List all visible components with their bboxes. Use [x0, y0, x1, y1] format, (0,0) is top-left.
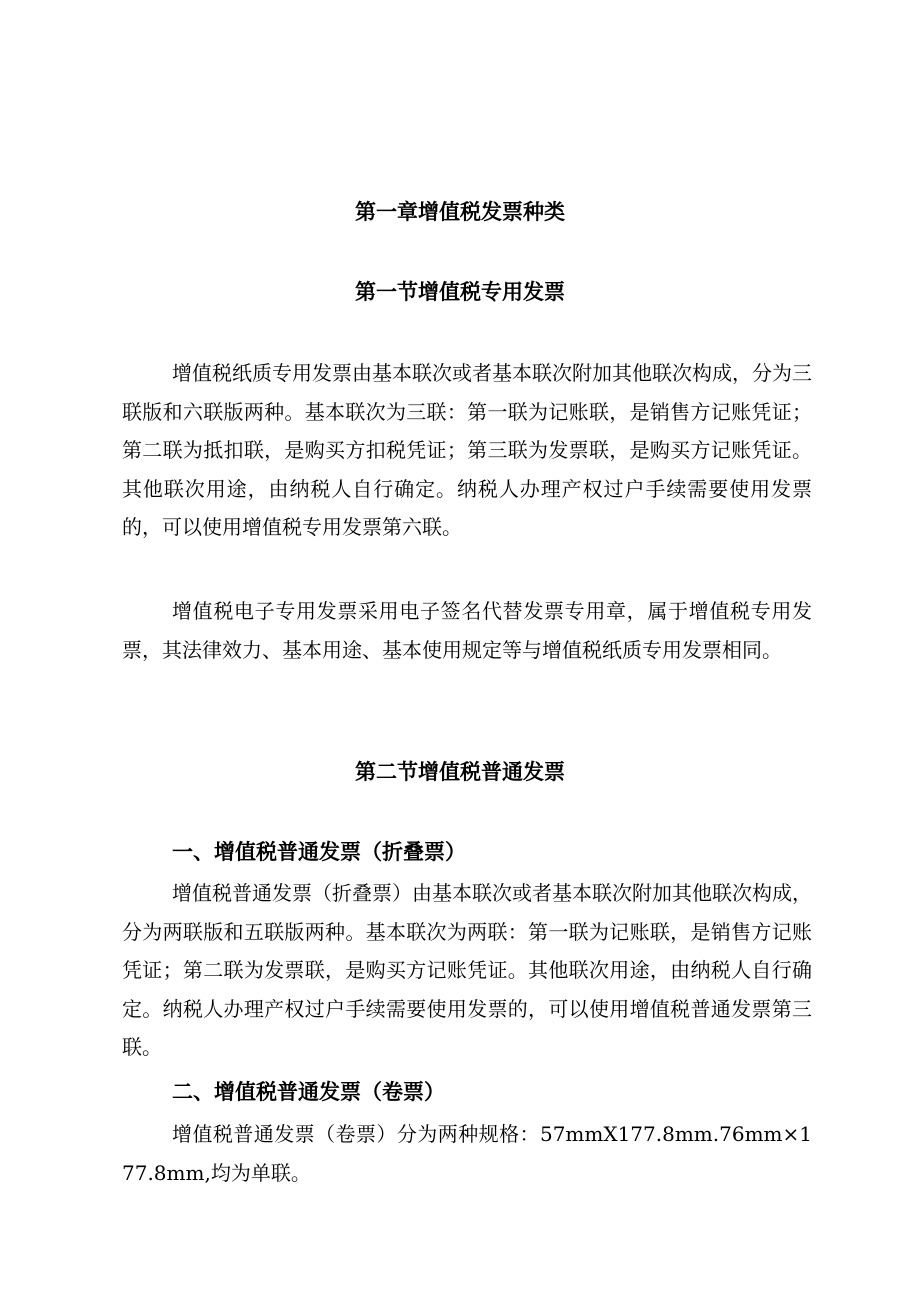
subsection-heading: 一、增值税普通发票（折叠票）: [172, 840, 466, 864]
chapter-title: 第一章增值税发票种类: [355, 200, 565, 224]
paragraph: 增值税纸质专用发票由基本联次或者基本联次附加其他联次构成，分为三联版和六联版两种。基本联次为三联：第一联为记账联，是销售方记账凭证；第二联为抵扣联，是购买方扣税凭证；第三联为发票联，是购买方记账凭证。其他联次用途，由纳税人自行确定。纳税人办理产权过户手续需要使用发票的，可以使用增值税专用发票第六联。: [122, 361, 812, 539]
paragraph: 增值税普通发票（卷票）分为两种规格：57mmX177.8mm.76mm×177.8mm,均为单联。: [122, 1122, 812, 1185]
paragraph: 增值税普通发票（折叠票）由基本联次或者基本联次附加其他联次构成，分为两联版和五联版两种。基本联次为两联：第一联为记账联，是销售方记账凭证；第二联为发票联，是购买方记账凭证。其他联次用途，由纳税人自行确定。纳税人办理产权过户手续需要使用发票的，可以使用增值税普通发票第三联。: [122, 881, 812, 1059]
paragraph: 增值税电子专用发票采用电子签名代替发票专用章，属于增值税专用发票，其法律效力、基本用途、基本使用规定等与增值税纸质专用发票相同。: [122, 599, 812, 662]
subsection-heading: 二、增值税普通发票（卷票）: [172, 1080, 445, 1104]
section-title: 第一节增值税专用发票: [355, 280, 565, 304]
section-title: 第二节增值税普通发票: [355, 760, 565, 784]
